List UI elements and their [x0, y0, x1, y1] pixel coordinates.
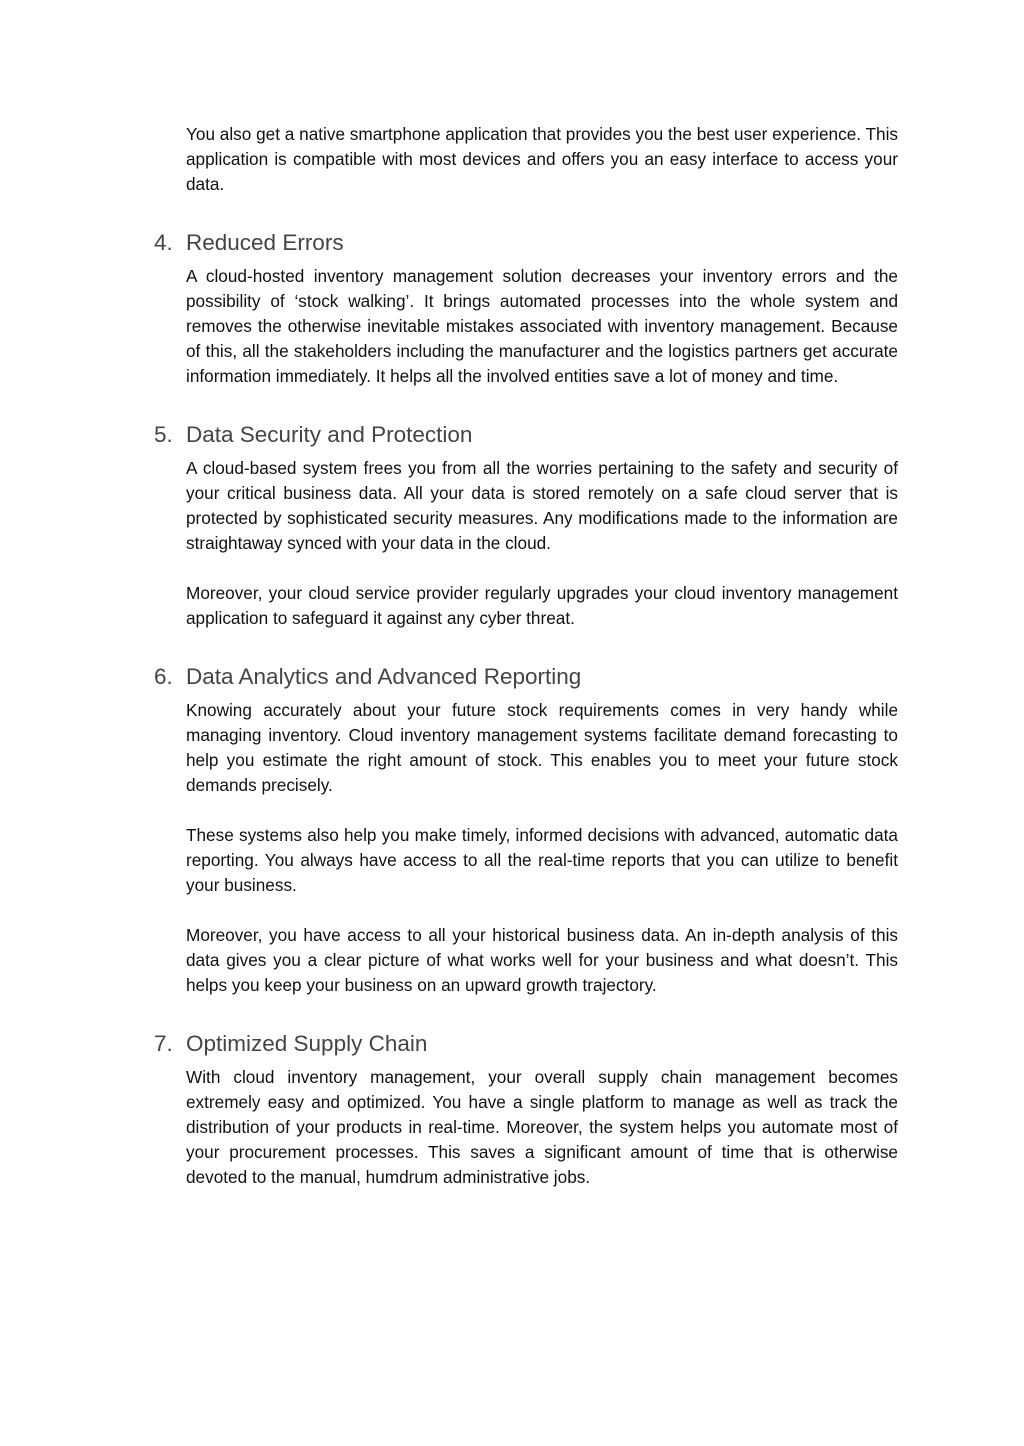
section-heading [154, 228, 898, 258]
section-paragraph: Moreover, you have access to all your historical business data. An in-depth analysis of this data gives you a clear picture of what works well for your business and what doesn’t. This helps you keep your business on an upward growth trajectory. [186, 925, 898, 995]
section-heading [154, 420, 898, 450]
section-title: Data Analytics and Advanced Reporting [186, 664, 582, 689]
section-data-analytics [154, 662, 898, 998]
section-number: 4. [154, 230, 173, 255]
section-paragraph: These systems also help you make timely, informed decisions with advanced, automatic data reporting. You always have access to all the real-time reports that you can utilize to benefit your business. [186, 825, 898, 895]
section-heading [154, 1029, 898, 1059]
section-data-security [154, 420, 898, 631]
section-supply-chain [154, 1029, 898, 1190]
section-title: Reduced Errors [186, 230, 344, 255]
section-paragraph: A cloud-hosted inventory management solution decreases your inventory errors and the possibility of ‘stock walking’. It brings automated processes into the whole system and removes the otherwise inevitable mistakes associated with inventory management. Because of this, all the stakeholders including the manufacturer and the logistics partners get accurate information immediately. It helps all the involved entities save a lot of money and time. [186, 266, 898, 386]
intro-paragraph: You also get a native smartphone application that provides you the best user experience. This application is compatible with most devices and offers you an easy interface to access your data. [186, 124, 898, 194]
section-number: 6. [154, 664, 173, 689]
section-paragraph: A cloud-based system frees you from all the worries pertaining to the safety and security of your critical business data. All your data is stored remotely on a safe cloud server that is protected by sophisticated security measures. Any modifications made to the information are straightaway synced with your data in the cloud. [186, 458, 898, 553]
section-heading [154, 662, 898, 692]
document-body [154, 122, 898, 1190]
section-number: 7. [154, 1031, 173, 1056]
section-title: Data Security and Protection [186, 422, 473, 447]
section-reduced-errors [154, 228, 898, 389]
section-paragraph: Knowing accurately about your future stock requirements comes in very handy while managing inventory. Cloud inventory management systems facilitate demand forecasting to help you estimate the right amount of stock. This enables you to meet your future stock demands precisely. [186, 700, 898, 795]
section-number: 5. [154, 422, 173, 447]
section-paragraph: With cloud inventory management, your overall supply chain management becomes extremely easy and optimized. You have a single platform to manage as well as track the distribution of your products in real-time. Moreover, the system helps you automate most of your procurement processes. This saves a significant amount of time that is otherwise devoted to the manual, humdrum administrative jobs. [186, 1067, 898, 1187]
section-title: Optimized Supply Chain [186, 1031, 428, 1056]
section-paragraph: Moreover, your cloud service provider regularly upgrades your cloud inventory management application to safeguard it against any cyber threat. [186, 583, 898, 628]
